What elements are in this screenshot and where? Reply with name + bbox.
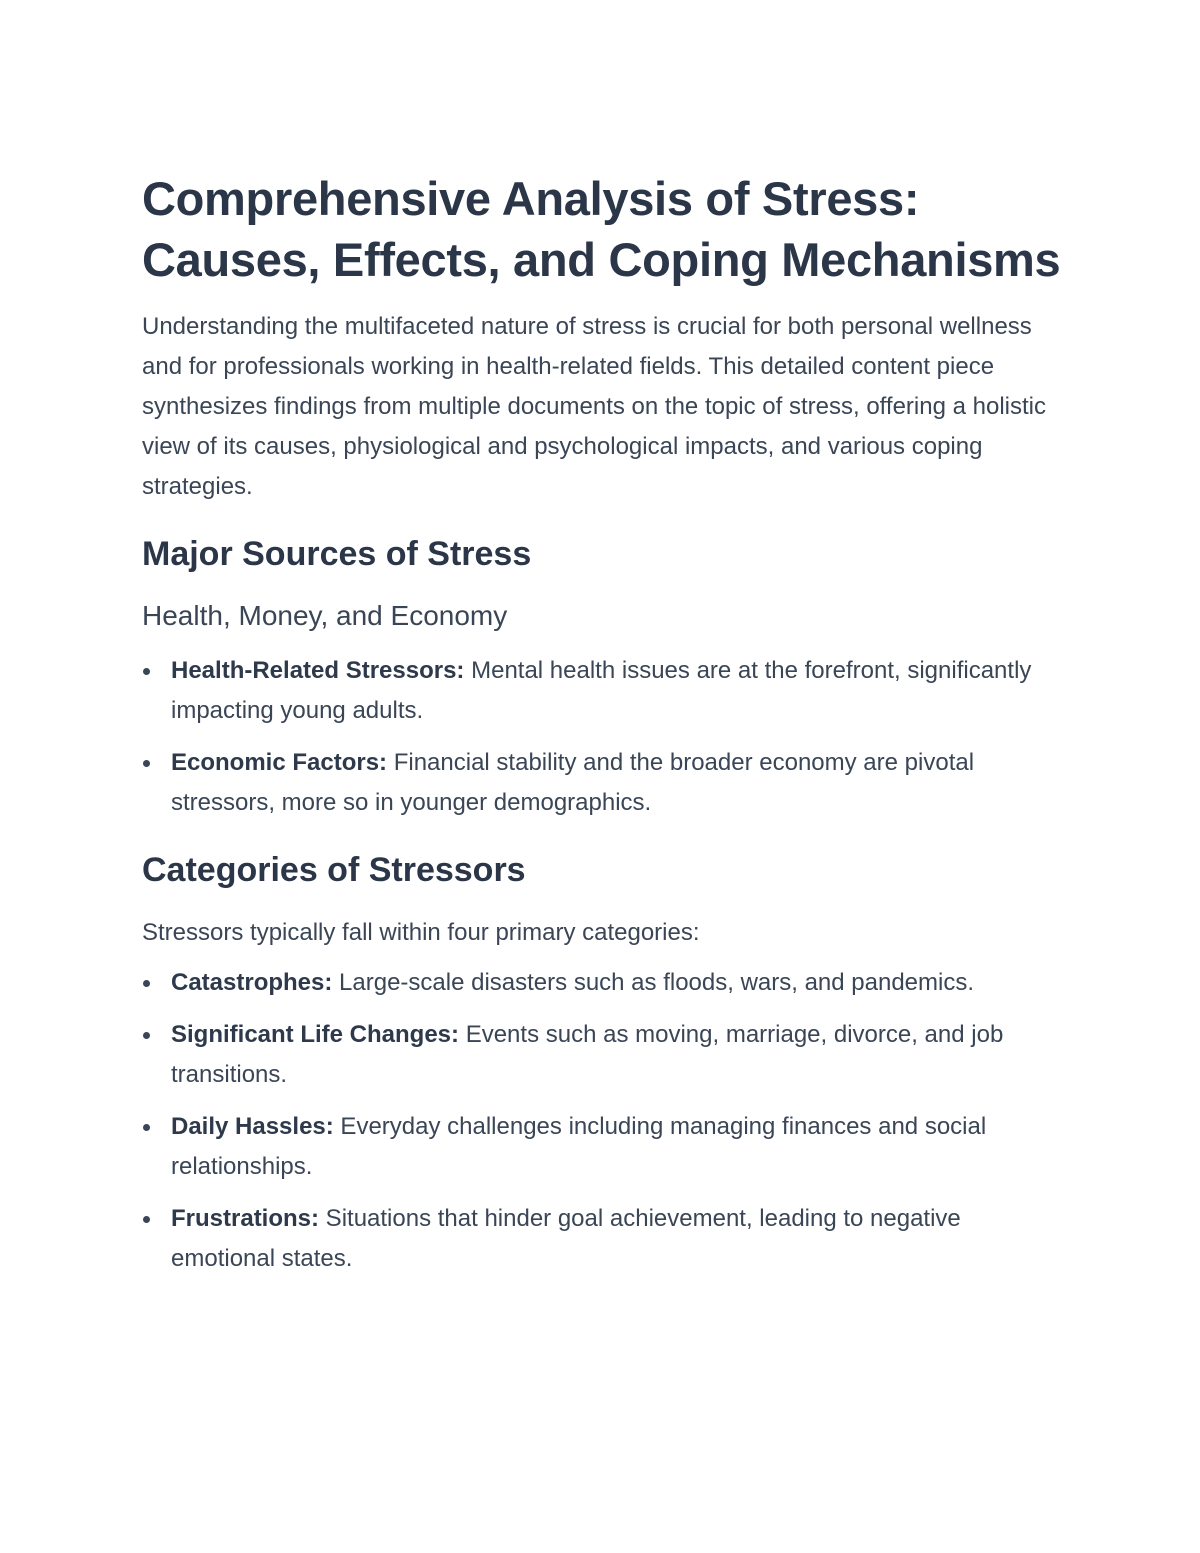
list-item-term: Catastrophes:: [171, 969, 333, 996]
categories-list: [142, 963, 1062, 1279]
list-item-text: Events such as moving, marriage, divorce, and job transitions.: [171, 1021, 1004, 1088]
section-heading-categories: Categories of Stressors: [142, 851, 526, 889]
list-item-term: Economic Factors:: [171, 749, 388, 776]
list-item: [142, 1107, 1062, 1187]
list-item-term: Daily Hassles:: [171, 1113, 334, 1140]
list-item: [142, 743, 1062, 823]
list-item: [142, 1199, 1062, 1279]
bullet-icon: [143, 760, 150, 767]
subsection-heading-health-money-economy: Health, Money, and Economy: [142, 600, 508, 631]
document-page: [142, 168, 1062, 1291]
list-item-text: Everyday challenges including managing finances and social relationships.: [171, 1113, 987, 1180]
list-item-text: Financial stability and the broader economy are pivotal stressors, more so in younger demographics.: [171, 749, 975, 816]
list-item-text: Large-scale disasters such as floods, wars, and pandemics.: [332, 969, 975, 996]
list-item-term: Frustrations:: [171, 1205, 320, 1232]
list-item-text: Mental health issues are at the forefront, significantly impacting young adults.: [171, 657, 1032, 724]
list-item-text: Situations that hinder goal achievement, leading to negative emotional states.: [171, 1205, 961, 1272]
bullet-icon: [143, 1032, 150, 1039]
intro-paragraph: Understanding the multifaceted nature of stress is crucial for both personal wellness and for professionals working in health-related fields. This detailed content piece synthesizes findings from multiple documents on the topic of stress, offering a holistic view of its causes, physiological and psychological impacts, and various coping strategies.: [142, 313, 1046, 500]
list-item-term: Health-Related Stressors:: [171, 657, 465, 684]
list-item: [142, 651, 1062, 731]
list-item-term: Significant Life Changes:: [171, 1021, 460, 1048]
bullet-icon: [143, 980, 150, 987]
section-heading-sources: Major Sources of Stress: [142, 535, 532, 573]
list-item: [142, 1015, 1062, 1095]
bullet-icon: [143, 1216, 150, 1223]
sources-list: [142, 651, 1062, 823]
bullet-icon: [143, 1124, 150, 1131]
bullet-icon: [143, 668, 150, 675]
list-item: [142, 963, 1062, 1003]
categories-lead: Stressors typically fall within four primary categories:: [142, 919, 700, 946]
page-title: Comprehensive Analysis of Stress: Causes, Effects, and Coping Mechanisms: [142, 172, 1061, 286]
